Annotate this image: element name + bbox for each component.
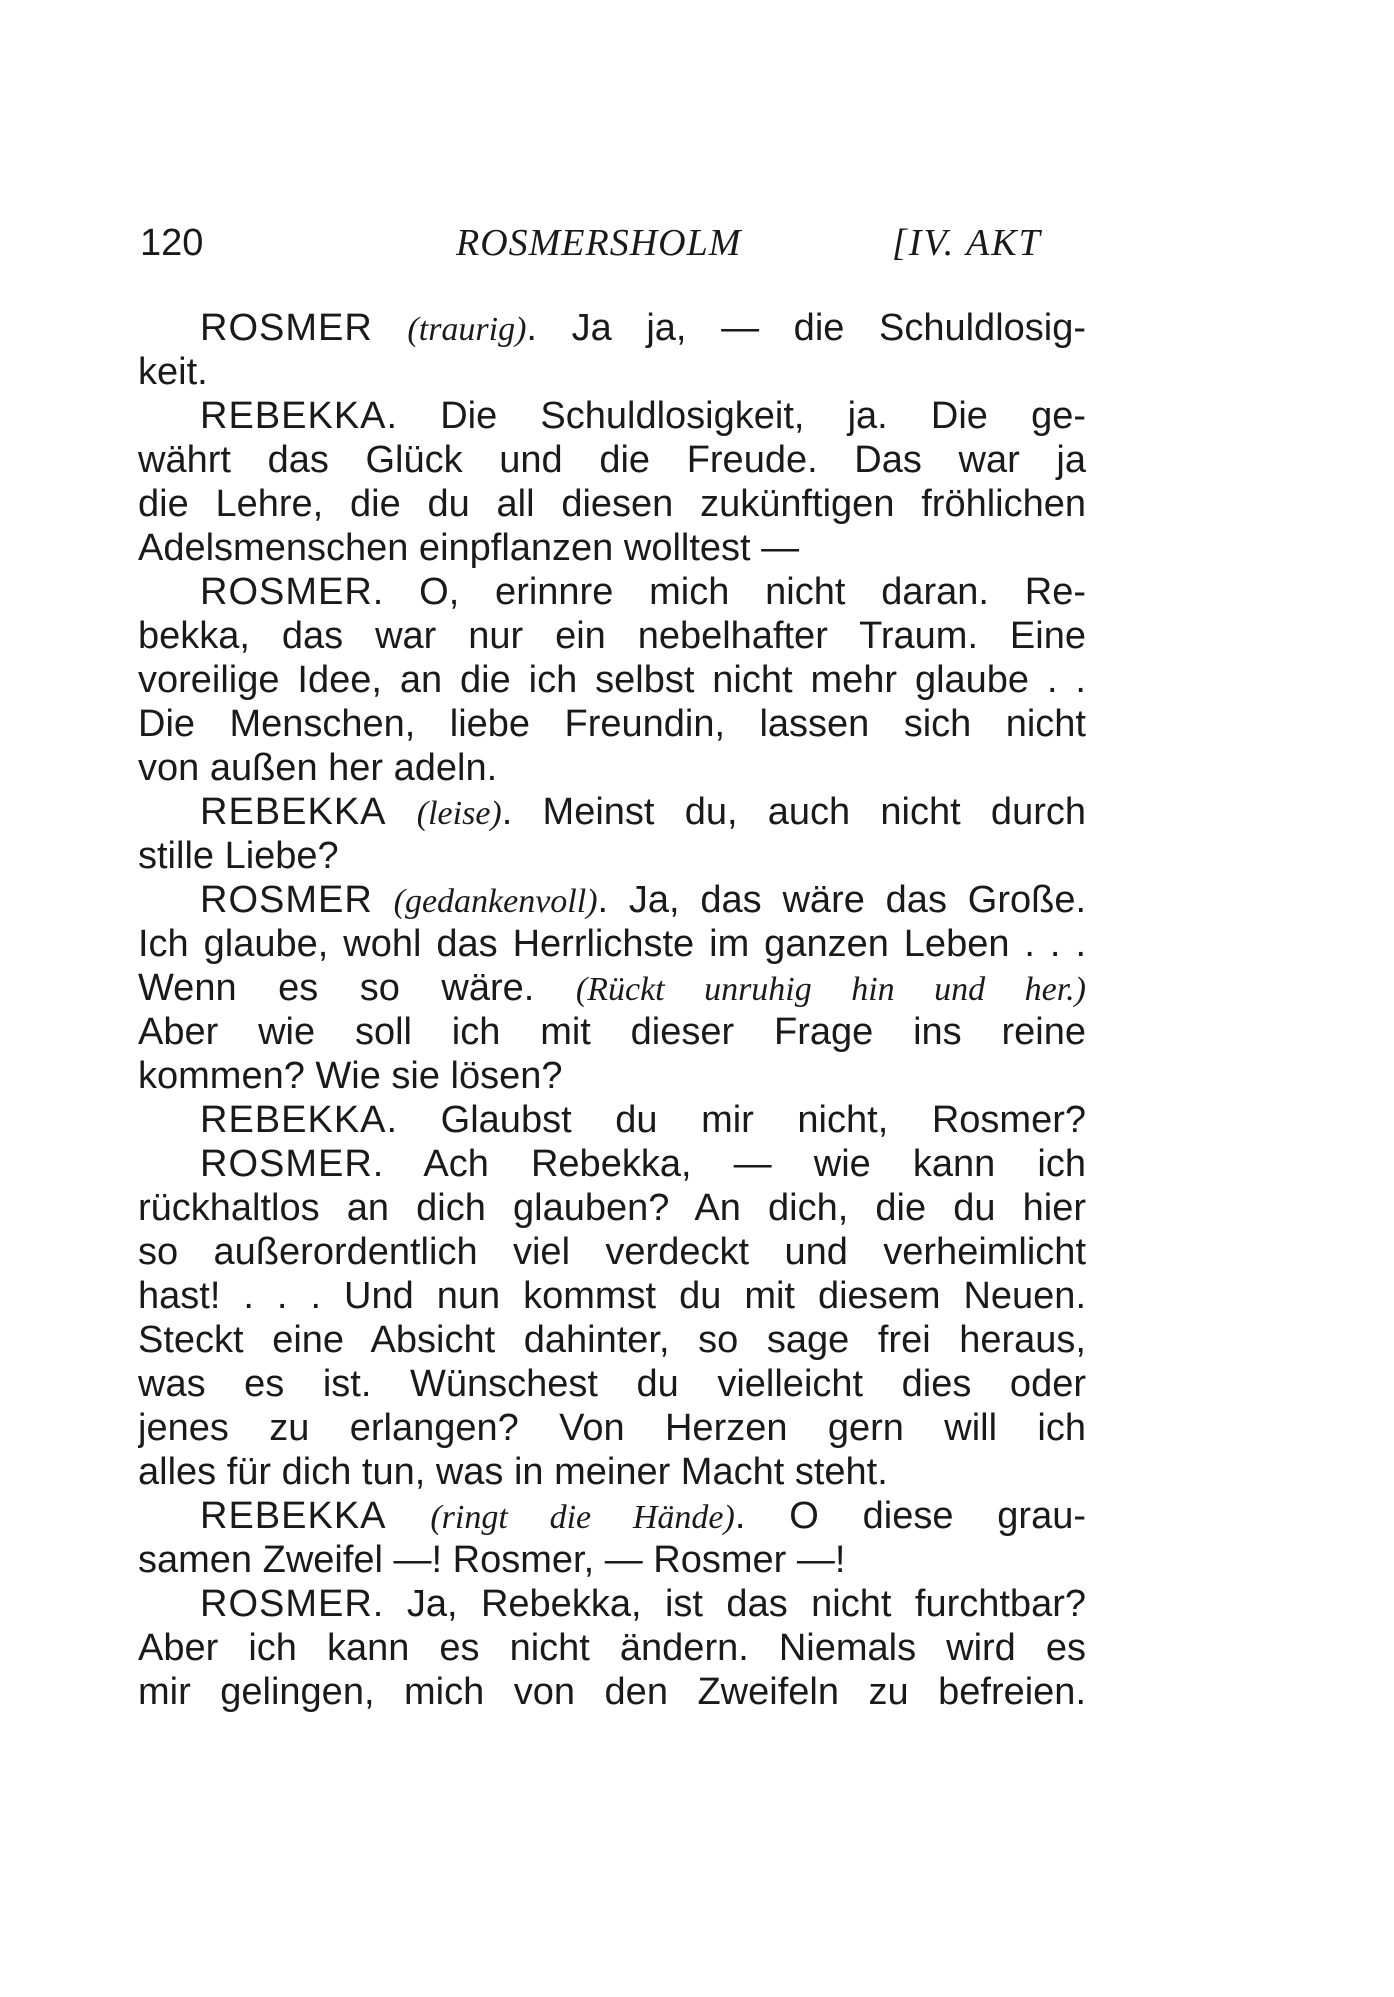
text-line — [138, 1450, 1086, 1494]
text-line — [138, 1318, 1086, 1362]
line-text: rückhaltlos an dich glauben? An dich, die du hier — [138, 1187, 1086, 1229]
text-line — [138, 1186, 1086, 1230]
speaker-name: REBEKKA — [200, 791, 387, 833]
text-line — [138, 1274, 1086, 1318]
line-text: voreilige Idee, an die ich selbst nicht mehr glaube . . — [138, 659, 1086, 701]
line-text: die Lehre, die du all diesen zukünftigen fröhlichen — [138, 483, 1086, 525]
text-line — [138, 1582, 1086, 1626]
stage-direction: (traurig) — [407, 311, 527, 348]
text-line — [138, 1494, 1086, 1538]
line-text: Aber wie soll ich mit dieser Frage ins reine — [138, 1011, 1086, 1053]
line-text: . Ja ja, — die Schuldlosig- — [526, 307, 1086, 349]
text-line — [138, 306, 1086, 350]
line-text: mir gelingen, mich von den Zweifeln zu befreien. — [138, 1671, 1086, 1713]
text-line — [138, 394, 1086, 438]
line-text: stille Liebe? — [138, 835, 339, 877]
text-line — [138, 878, 1086, 922]
line-text: Steckt eine Absicht dahinter, so sage frei heraus, — [138, 1319, 1086, 1361]
text-line — [138, 1054, 1086, 1098]
stage-direction: (ringt die Hände) — [430, 1499, 735, 1536]
text-line — [138, 834, 1086, 878]
line-text: Ich glaube, wohl das Herrlichste im ganzen Leben . . . — [138, 923, 1086, 965]
line-text: von außen her adeln. — [138, 747, 498, 789]
line-text: . Meinst du, auch nicht durch — [501, 791, 1086, 833]
page-number: 120 — [140, 222, 204, 264]
text-line — [138, 350, 1086, 394]
text-line — [138, 614, 1086, 658]
text-line — [138, 658, 1086, 702]
act-label: [IV. AKT — [892, 222, 1042, 264]
running-head — [140, 218, 1080, 268]
text-line — [138, 482, 1086, 526]
speaker-name: REBEKKA — [200, 395, 387, 437]
text-line — [138, 1010, 1086, 1054]
speaker-name: ROSMER — [200, 1583, 373, 1625]
text-line — [138, 1142, 1086, 1186]
text-line — [138, 922, 1086, 966]
text-line — [138, 702, 1086, 746]
line-text: keit. — [138, 351, 208, 393]
text-line — [138, 526, 1086, 570]
line-text: Adelsmenschen einpflanzen wolltest — — [138, 527, 800, 569]
line-text: . O diese grau- — [734, 1495, 1086, 1537]
text-line — [138, 438, 1086, 482]
line-text: hast! . . . Und nun kommst du mit diesem Neuen. — [138, 1275, 1086, 1317]
text-line — [138, 746, 1086, 790]
text-line — [138, 790, 1086, 834]
line-text: . Ach Rebekka, — wie kann ich — [372, 1143, 1086, 1185]
text-line — [138, 1230, 1086, 1274]
speaker-name: ROSMER — [200, 879, 373, 921]
line-text: alles für dich tun, was in meiner Macht steht. — [138, 1451, 888, 1493]
speaker-name: ROSMER — [200, 307, 373, 349]
speaker-name: REBEKKA — [200, 1099, 387, 1141]
line-text: Aber ich kann es nicht ändern. Niemals wird es — [138, 1627, 1086, 1669]
text-line — [138, 1626, 1086, 1670]
line-text: währt das Glück und die Freude. Das war ja — [138, 439, 1086, 481]
line-text: samen Zweifel —! Rosmer, — Rosmer —! — [138, 1539, 846, 1581]
line-text: . O, erinnre mich nicht daran. Re- — [372, 571, 1086, 613]
line-text: so außerordentlich viel verdeckt und verheimlicht — [138, 1231, 1086, 1273]
line-text: kommen? Wie sie lösen? — [138, 1055, 563, 1097]
text-line — [138, 570, 1086, 614]
stage-direction: (Rückt unruhig hin und her.) — [575, 971, 1086, 1008]
text-line — [138, 1098, 1086, 1142]
line-text: . Glaubst du mir nicht, Rosmer? — [386, 1099, 1086, 1141]
line-text: . Die Schuldlosigkeit, ja. Die ge- — [386, 395, 1086, 437]
dialogue-text — [138, 306, 1086, 1714]
book-title: ROSMERSHOLM — [456, 222, 742, 264]
line-text: Wenn es so wäre. — [138, 967, 535, 1009]
speaker-name: REBEKKA — [200, 1495, 387, 1537]
line-text: was es ist. Wünschest du vielleicht dies oder — [138, 1363, 1086, 1405]
speaker-name: ROSMER — [200, 1143, 373, 1185]
stage-direction: (leise) — [416, 795, 502, 832]
line-text: Die Menschen, liebe Freundin, lassen sich nicht — [138, 703, 1086, 745]
line-text: . Ja, Rebekka, ist das nicht furchtbar? — [372, 1583, 1086, 1625]
line-text: . Ja, das wäre das Große. — [597, 879, 1086, 921]
line-text: bekka, das war nur ein nebelhafter Traum. Eine — [138, 615, 1086, 657]
text-line — [138, 1406, 1086, 1450]
text-line — [138, 966, 1086, 1010]
text-line — [138, 1670, 1086, 1714]
speaker-name: ROSMER — [200, 571, 373, 613]
text-line — [138, 1538, 1086, 1582]
text-line — [138, 1362, 1086, 1406]
stage-direction: (gedankenvoll) — [393, 883, 598, 920]
line-text: jenes zu erlangen? Von Herzen gern will ich — [138, 1407, 1086, 1449]
